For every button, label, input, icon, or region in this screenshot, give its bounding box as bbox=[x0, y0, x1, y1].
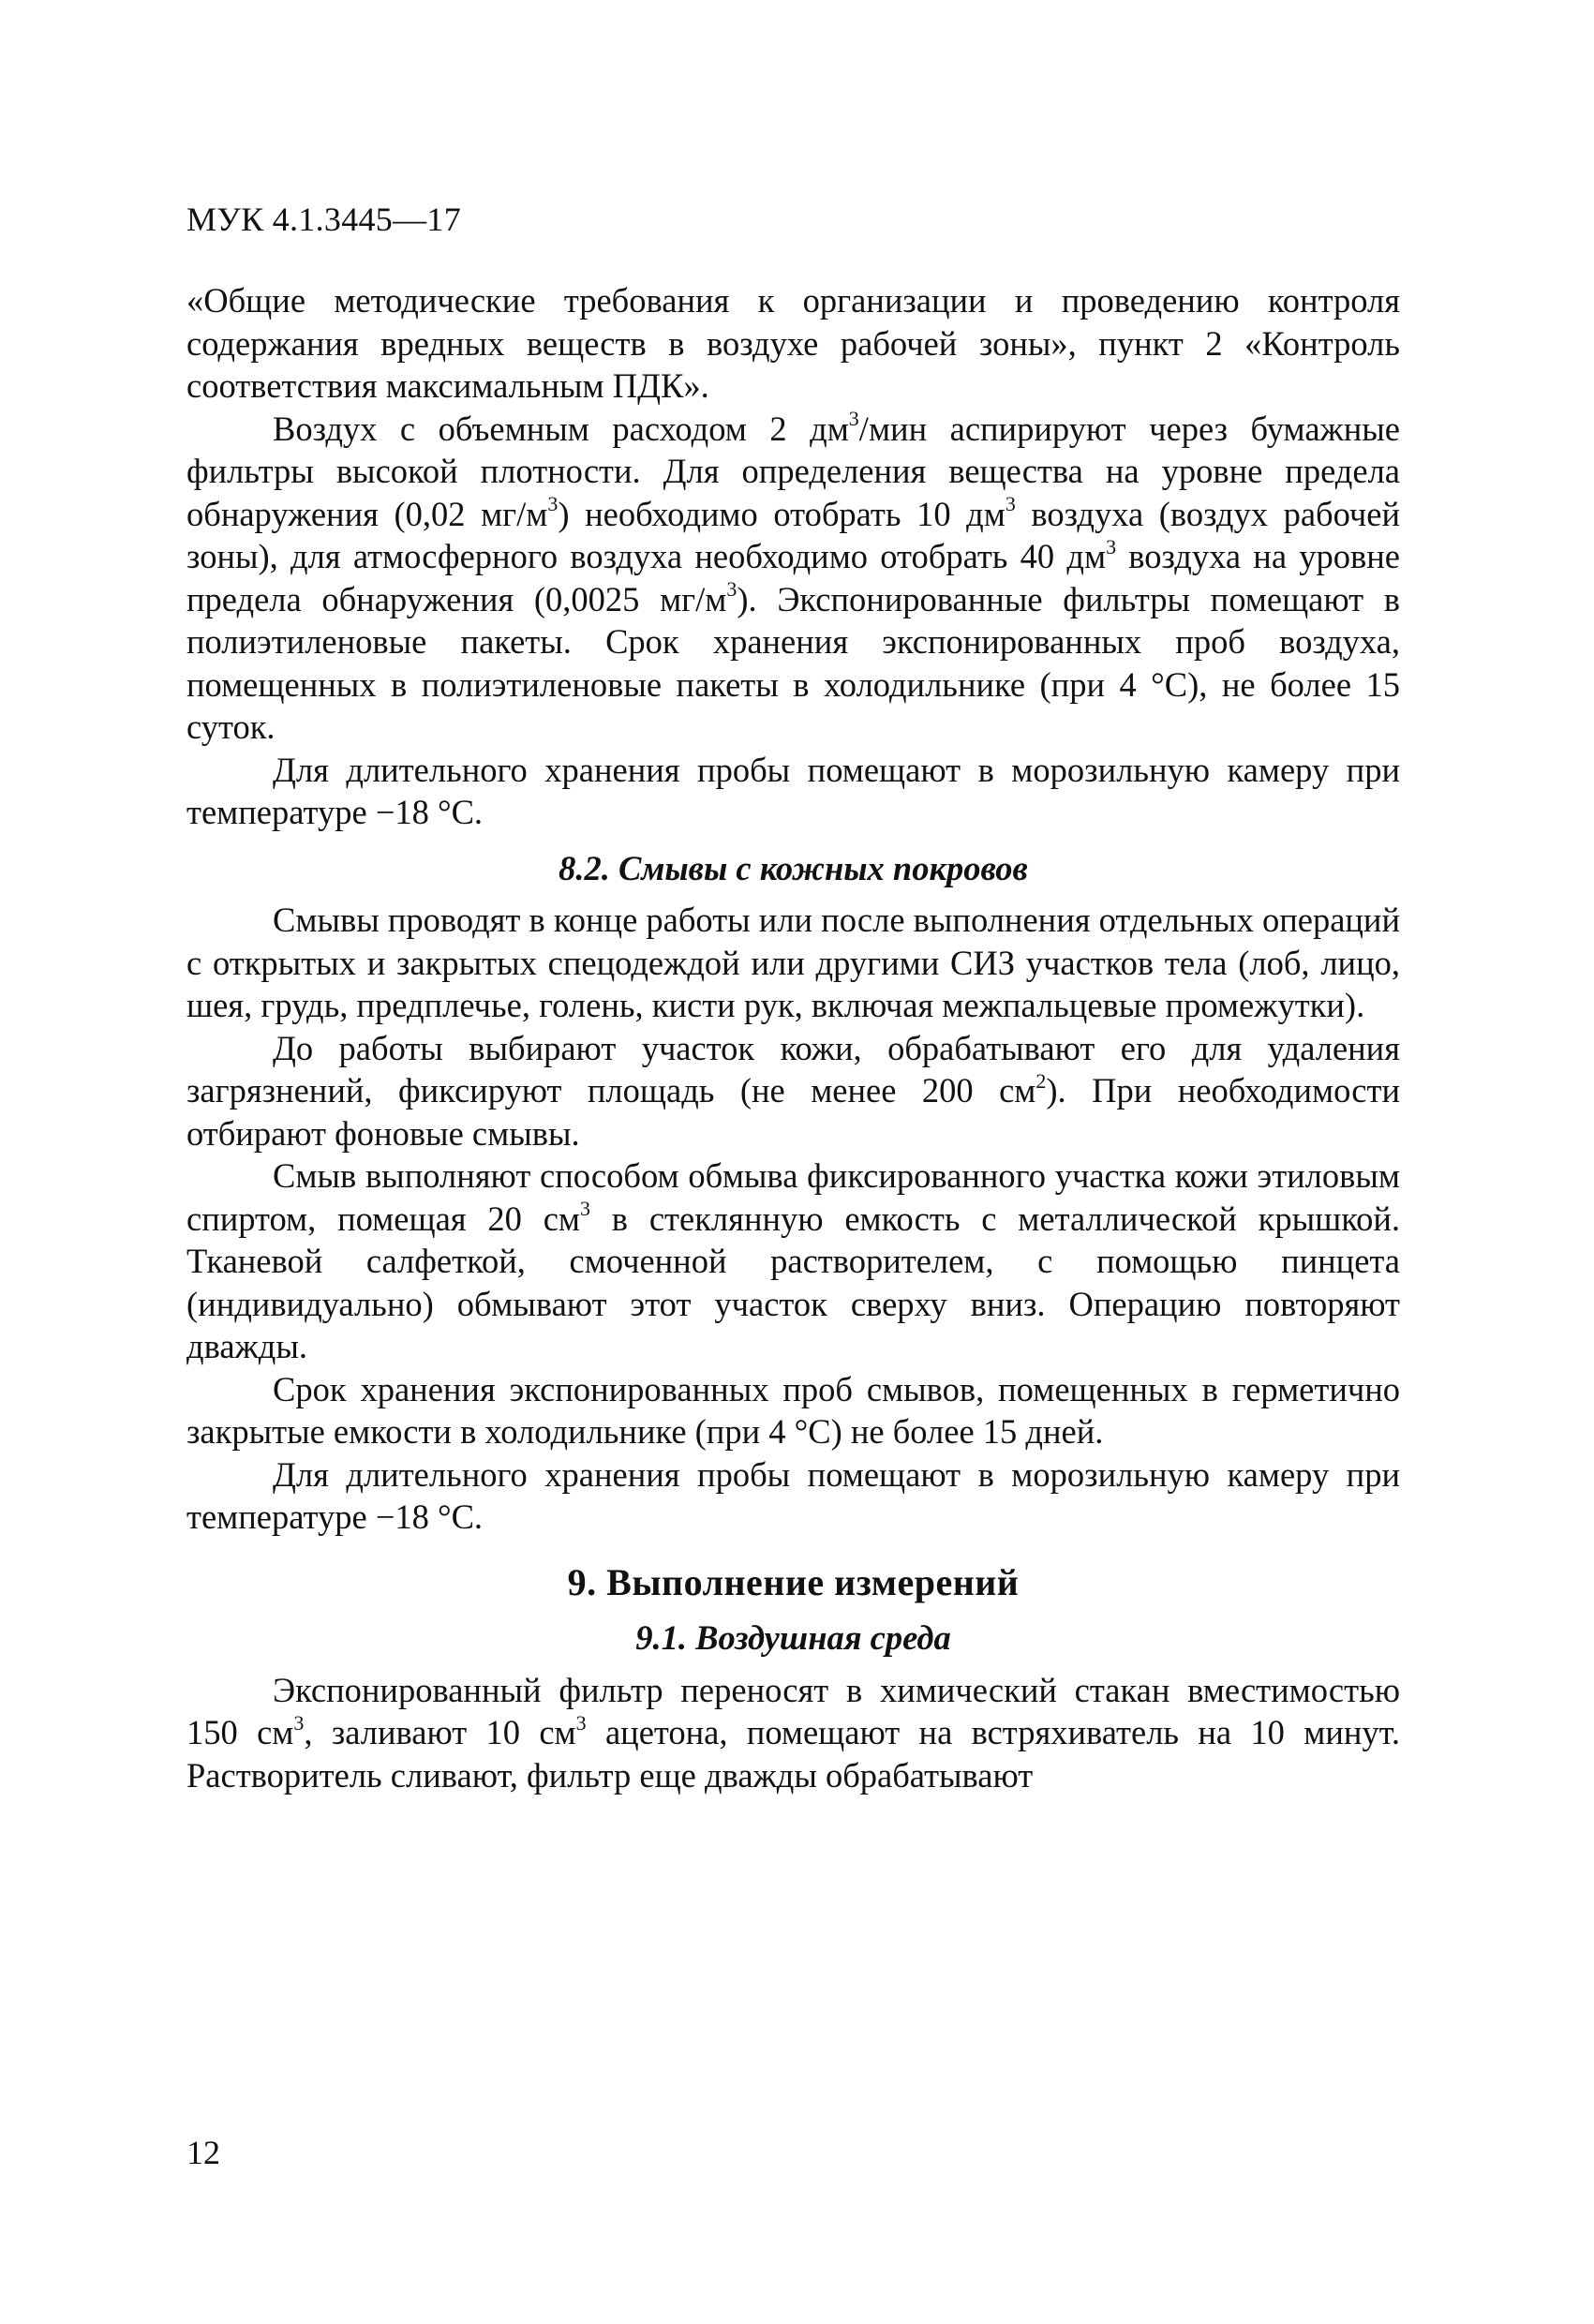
subsection-heading-8-2: 8.2. Смывы с кожных покровов bbox=[559, 848, 1028, 887]
section-heading-9: 9. Выполнение измерений bbox=[567, 1560, 1020, 1603]
paragraph-swab-procedure: Смыв выполняют способом обмыва фиксированного участка кожи этиловым спиртом, помещая 20 $см^3$ в стеклянную емкость с металлической крышкой. Тканевой салфеткой, смоченной растворителем, с помощью пинцета (индивидуально) обмывают этот участок сверху вниз. Операцию повторяют дважды. bbox=[186, 1156, 1401, 1365]
paragraph-air-sampling: Воздух с объемным расходом 2 $дм^3$/мин аспирируют через бумажные фильтры высокой плотности. Для определения вещества на уровне предела обнаружения (0,02 $мг/м^3$) необходимо отобрать 10 $дм^3$ воздуха (воздух рабочей зоны), для атмосферного воздуха необходимо отобрать 40 $дм^3$ воздуха на уровне предела обнаружения (0,0025 $мг/м^3$). Экспонированные фильтры помещают в полиэтиленовые пакеты. Срок хранения экспонированных проб воздуха, помещенных в полиэтиленовые пакеты в холодильнике (при 4 °С), не более 15 суток. bbox=[186, 407, 1400, 746]
paragraph-skin-preparation: До работы выбирают участок кожи, обрабатывают его для удаления загрязнений, фиксируют площадь (не менее 200 $см^2$). При необходимости отбирают фоновые смывы. bbox=[186, 1028, 1400, 1153]
subsection-heading-9-1: 9.1. Воздушная среда bbox=[635, 1618, 951, 1657]
page-number: 12 bbox=[186, 2134, 220, 2171]
paragraph-long-storage-2: Для длительного хранения пробы помещают в морозильную камеру при температуре −18 °С. bbox=[186, 1454, 1400, 1536]
paragraph-skin-swabs: Смывы проводят в конце работы или после выполнения отдельных операций с открытых и закрытых спецодеждой или другими СИЗ участков тела (лоб, лицо, шея, грудь, предплечье, голень, кисти рук, включая межпальцевые промежутки). bbox=[186, 901, 1400, 1024]
paragraph-swab-storage: Срок хранения экспонированных проб смывов, помещенных в герметично закрытые емкости в холодильнике (при 4 °С) не более 15 дней. bbox=[186, 1369, 1400, 1451]
paragraph-filter-extraction: Экспонированный фильтр переносят в химический стакан вместимостью 150 $см^3$, заливают 10 $см^3$ ацетона, помещают на встряхиватель на 10 минут. Растворитель сливают, фильтр еще дважды обрабатывают bbox=[186, 1670, 1400, 1795]
paragraph-reference: «Общие методические требования к организации и проведению контроля содержания вредных веществ в воздухе рабочей зоны», пункт 2 «Контроль соответствия максимальным ПДК». bbox=[186, 281, 1400, 405]
document-code: МУК 4.1.3445—17 bbox=[186, 201, 462, 238]
page-content bbox=[186, 279, 1400, 1796]
paragraph-long-storage: Для длительного хранения пробы помещают в морозильную камеру при температуре −18 °С. bbox=[186, 750, 1400, 831]
